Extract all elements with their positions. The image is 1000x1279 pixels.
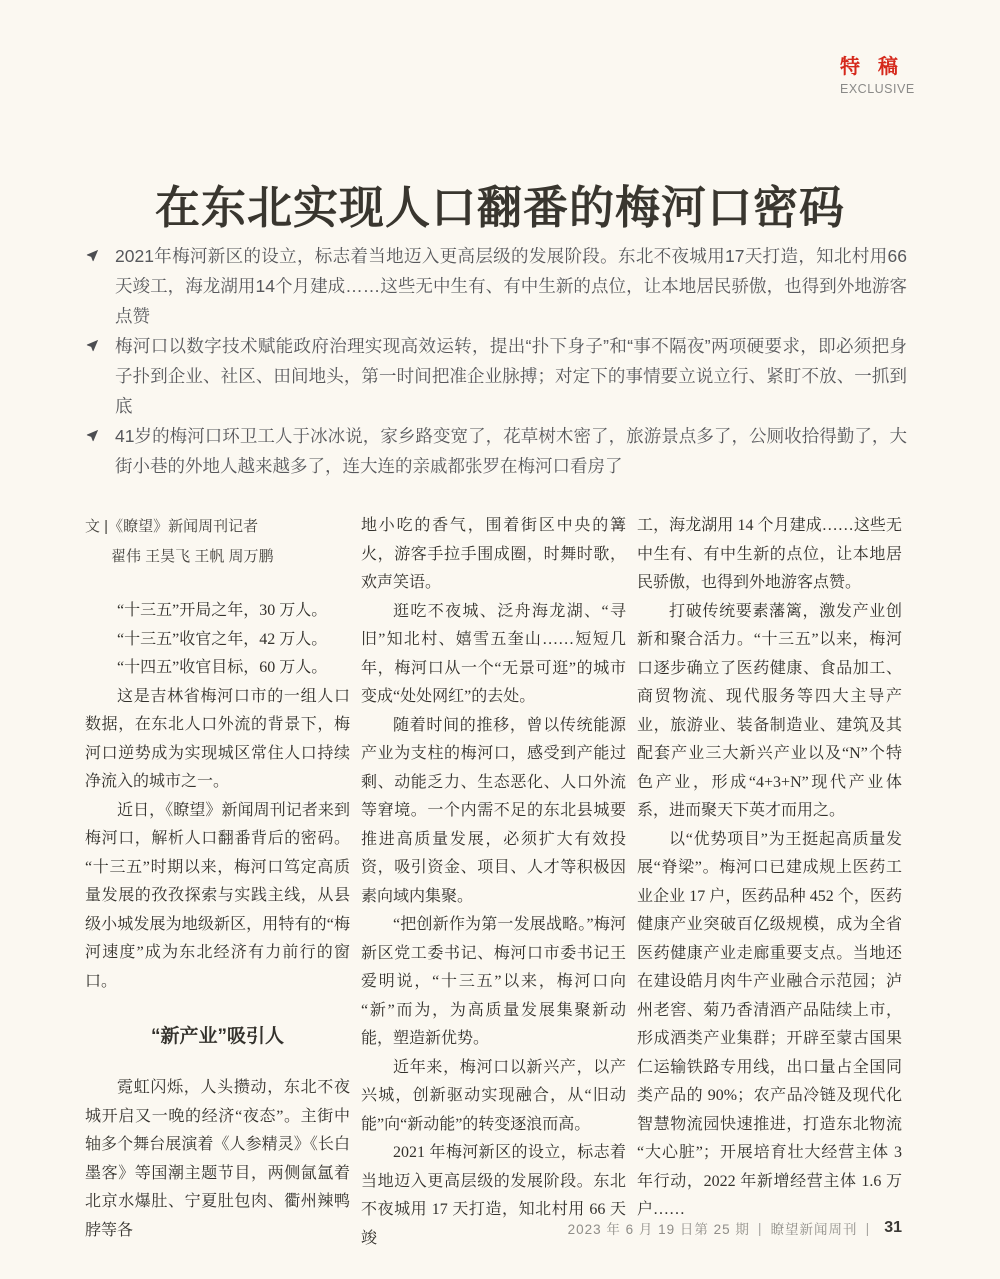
body-paragraph: “把创新作为第一发展战略。”梅河新区党工委书记、梅河口市委书记王爱明说，“十三五”以来，梅河口向“新”而为，为高质量发展集聚新动能，塑造新优势。 bbox=[361, 916, 626, 1047]
summary-bullet-text: 梅河口以数字技术赋能政府治理实现高效运转，提出“扑下身子”和“事不隔夜”两项硬要求，即必须把身子扑到企业、社区、田间地头，第一时间把准企业脉搏；对定下的事情要立说立行、紧盯不放、一抓到底 bbox=[115, 336, 907, 416]
text-column-3 bbox=[637, 512, 902, 1253]
summary-bullet bbox=[85, 331, 907, 421]
body-paragraph: 霓虹闪烁，人头攒动，东北不夜城开启又一晚的经济“夜态”。主街中轴多个舞台展演着《人参精灵》《长白墨客》等国潮主题节目，两侧氤氲着北京水爆肚、宁夏肚包肉、衢州辣鸭脖等各 bbox=[85, 1079, 350, 1239]
body-paragraph: 近年来，梅河口以新兴产，以产兴城，创新驱动实现融合，从“旧动能”向“新动能”的转变逐浪而高。 bbox=[361, 1058, 626, 1133]
body-paragraph: 随着时间的推移，曾以传统能源产业为支柱的梅河口，感受到产能过剩、动能乏力、生态恶化、人口外流等窘境。一个内需不足的东北县城要推进高质量发展，必须扩大有效投资，吸引资金、项目、人才等积极因素向域内集聚。 bbox=[361, 716, 626, 905]
body-paragraph: 打破传统要素藩篱，激发产业创新和聚合活力。“十三五”以来，梅河口逐步确立了医药健康、食品加工、商贸物流、现代服务等四大主导产业，旅游业、装备制造业、建筑及其配套产业三大新兴产业以及“N”个特色产业，形成“4+3+N”现代产业体系，进而聚天下英才而用之。 bbox=[637, 602, 902, 819]
cursor-arrow-icon bbox=[85, 241, 115, 263]
body-paragraph: 地小吃的香气，围着街区中央的篝火，游客手拉手围成圈，时舞时歌，欢声笑语。 bbox=[361, 517, 626, 591]
footer-magazine-name: 瞭望新闻周刊 bbox=[770, 1222, 858, 1237]
badge-title: 特稿 bbox=[840, 56, 916, 78]
body-paragraph: 近日，《瞭望》新闻周刊记者来到梅河口，解析人口翻番背后的密码。“十三五”时期以来，梅河口笃定高质量发展的孜孜探索与实践主线，从县级小城发展为地级新区，用特有的“梅河速度”成为东北经济有力前行的窗口。 bbox=[85, 801, 350, 990]
summary-bullet bbox=[85, 421, 907, 481]
article-title: 在东北实现人口翻番的梅河口密码 bbox=[154, 182, 845, 234]
summary-bullet-text: 2021年梅河新区的设立，标志着当地迈入更高层级的发展阶段。东北不夜城用17天打造，知北村用66天竣工，海龙湖用14个月建成……这些无中生有、有中生新的点位，让本地居民骄傲，也得到外地游客点赞 bbox=[115, 246, 907, 326]
text-column-1 bbox=[85, 512, 350, 1253]
text-column-2 bbox=[361, 512, 626, 1253]
cursor-arrow-icon bbox=[85, 331, 115, 353]
section-heading: “新产业”吸引人 bbox=[150, 1026, 284, 1047]
body-paragraph: 2021 年梅河新区的设立，标志着当地迈入更高层级的发展阶段。东北不夜城用 17 天打造，知北村用 66 天竣 bbox=[361, 1144, 626, 1247]
page-footer bbox=[568, 1218, 902, 1238]
footer-separator: | bbox=[865, 1220, 871, 1236]
badge-subtitle: EXCLUSIVE bbox=[840, 82, 915, 96]
article-body bbox=[85, 512, 903, 1253]
stat-line: “十四五”收官目标，60 万人。 bbox=[117, 659, 328, 676]
byline-authors: 翟伟 王昊飞 王帆 周万鹏 bbox=[111, 548, 274, 565]
footer-page-number: 31 bbox=[884, 1219, 902, 1236]
cursor-arrow-icon bbox=[85, 421, 115, 443]
footer-date-issue: 2023 年 6 月 19 日第 25 期 bbox=[567, 1222, 750, 1237]
summary-bullet bbox=[85, 241, 907, 331]
summary-bullet-text: 41岁的梅河口环卫工人于冰冰说，家乡路变宽了，花草树木密了，旅游景点多了，公厕收拾得勤了，大街小巷的外地人越来越多了，连大连的亲戚都张罗在梅河口看房了 bbox=[115, 426, 907, 476]
stat-line: “十三五”开局之年，30 万人。 bbox=[117, 602, 328, 619]
summary-bullet-list bbox=[85, 241, 907, 481]
special-report-badge bbox=[840, 55, 916, 97]
body-paragraph: 逛吃不夜城、泛舟海龙湖、“寻旧”知北村、嬉雪五奎山……短短几年，梅河口从一个“无景可逛”的城市变成“处处网红”的去处。 bbox=[361, 602, 626, 705]
byline bbox=[85, 512, 350, 572]
stat-line: “十三五”收官之年，42 万人。 bbox=[117, 630, 328, 648]
body-paragraph: 以“优势项目”为王挺起高质量发展“脊梁”。梅河口已建成规上医药工业企业 17 户，医药品种 452 个，医药健康产业突破百亿级规模，成为全省医药健康产业走廊重要支点。当地还在建设皓月肉牛产业融合示范园；泸州老窖、菊乃香清酒产品陆续上市，形成酒类产业集群；开辟至蒙古国果仁运输铁路专用线，出口量占全国同类产品的 90%；农产品冷链及现代化智慧物流园快速推进，打造东北物流“大心脏”；开展培育壮大经营主体 3 年行动，2022 年新增经营主体 1.6 万户…… bbox=[637, 830, 902, 1218]
byline-label: 文 |《瞭望》新闻周刊记者 bbox=[85, 518, 259, 535]
footer-separator: | bbox=[757, 1220, 763, 1236]
body-paragraph: 这是吉林省梅河口市的一组人口数据，在东北人口外流的背景下，梅河口逆势成为实现城区常住人口持续净流入的城市之一。 bbox=[85, 687, 350, 790]
body-paragraph: 工，海龙湖用 14 个月建成……这些无中生有、有中生新的点位，让本地居民骄傲，也得到外地游客点赞。 bbox=[637, 517, 902, 591]
